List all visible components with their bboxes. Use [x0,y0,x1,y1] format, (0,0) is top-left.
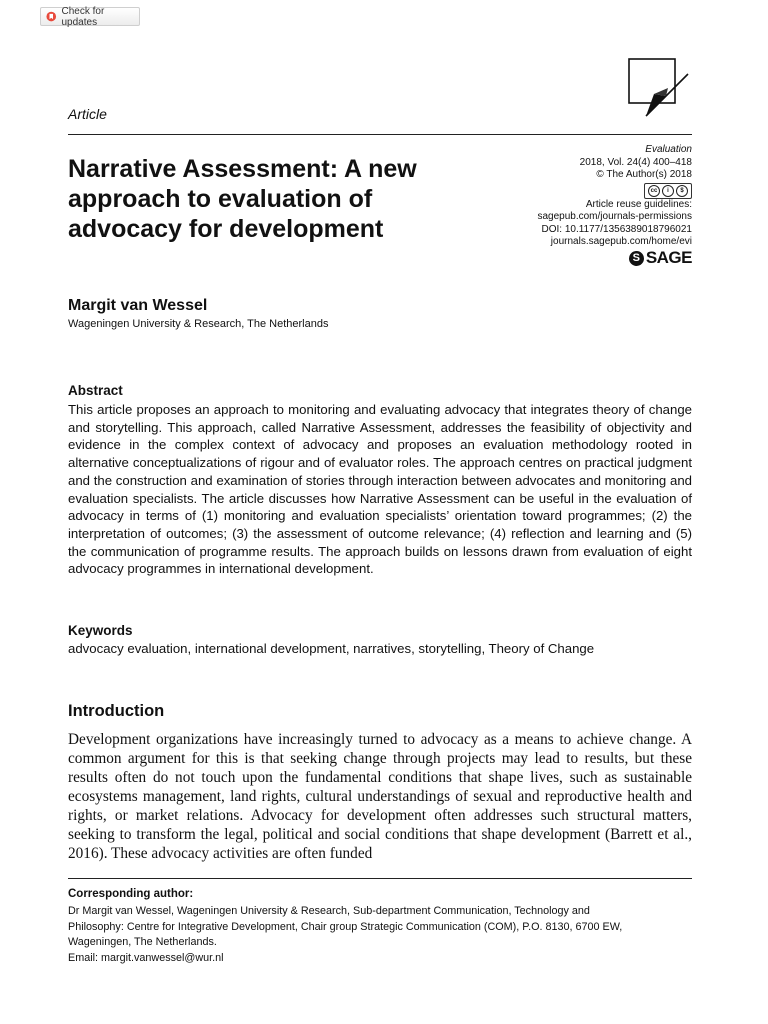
keywords-text: advocacy evaluation, international development, narratives, storytelling, Theory of Change [68,641,595,656]
check-for-updates-label: Check for updates [61,5,105,28]
journal-url[interactable]: journals.sagepub.com/home/evi [550,236,692,247]
journal-name: Evaluation [645,144,692,155]
journal-logo-icon [628,58,692,120]
keywords-heading: Keywords [68,623,133,638]
reuse-guidelines-label: Article reuse guidelines: [585,198,692,210]
citation: 2018, Vol. 24(4) 400–418 [579,156,692,168]
corresponding-author-details [68,904,692,966]
corresponding-author-line: Wageningen, The Netherlands. [68,936,217,949]
footnote-divider [68,878,692,879]
reuse-guidelines-link[interactable]: sagepub.com/journals-permissions [537,211,692,222]
abstract-heading: Abstract [68,383,123,398]
sage-icon: S [629,251,644,266]
article-metadata [537,144,692,266]
introduction-heading: Introduction [68,702,165,720]
article-type-label: Article [68,106,107,122]
license-badge [537,182,692,199]
doi[interactable]: DOI: 10.1177/1356389018796021 [541,223,692,235]
check-for-updates-button[interactable] [40,7,140,26]
copyright: © The Author(s) 2018 [596,169,692,180]
abstract-text: This article proposes an approach to monitoring and evaluating advocacy that integrates theory of change and storytelling. This approach, called Narrative Assessment, addresses the feasibility of objectivity and evidence in the complex context of advocacy and proposes an evaluation methodology rooted in alternative conceptualizations of rigour and of evaluator roles. The approach centres on practical judgment and the construction and examination of stories through interaction between advocates and monitoring and evaluation specialists. The article discusses how Narrative Assessment can be useful in the evaluation of advocacy in terms of (1) monitoring and evaluation specialists’ orientation toward programmes; (2) the interpretation of outcomes; (3) the assessment of outcome relevance; (4) reflection and learning and (5) the communication of programme results. The approach builds on lessons drawn from evaluation of eight advocacy programmes in international development. [68,402,692,577]
author-affiliation: Wageningen University & Research, The Netherlands [68,318,329,330]
sage-logo-text: SAGE [645,247,692,267]
bookmark-icon [46,11,57,22]
corresponding-author-heading: Corresponding author: [68,888,194,900]
article-title: Narrative Assessment: A new approach to evaluation of advocacy for development [68,155,417,243]
header-divider [68,134,692,135]
corresponding-author-line: Philosophy: Centre for Integrative Development, Chair group Strategic Communication (COM), P.O. 8130, 6700 EW, [68,920,623,933]
corresponding-author-line: Dr Margit van Wessel, Wageningen University & Research, Sub-department Communication, Technology and [68,905,590,917]
corresponding-author-email[interactable]: Email: margit.vanwessel@wur.nl [68,951,224,964]
introduction-text: Development organizations have increasingly turned to advocacy as a means to achieve change. A common argument for this is that seeking change through projects may lead to results, but these results often do not touch upon the fundamental conditions that shape lives, such as sustainable ecosystems management, land rights, cultural understandings of sexual and reproductive health and rights, or market relations. Advocacy for development often addresses such structural matters, seeking to transform the legal, political and social conditions that shape development (Barrett et al., 2016). These advocacy activities are often funded [68,731,692,862]
author-name: Margit van Wessel [68,297,208,314]
creative-commons-icon: cc i $ [644,183,692,199]
sage-logo [629,247,692,267]
